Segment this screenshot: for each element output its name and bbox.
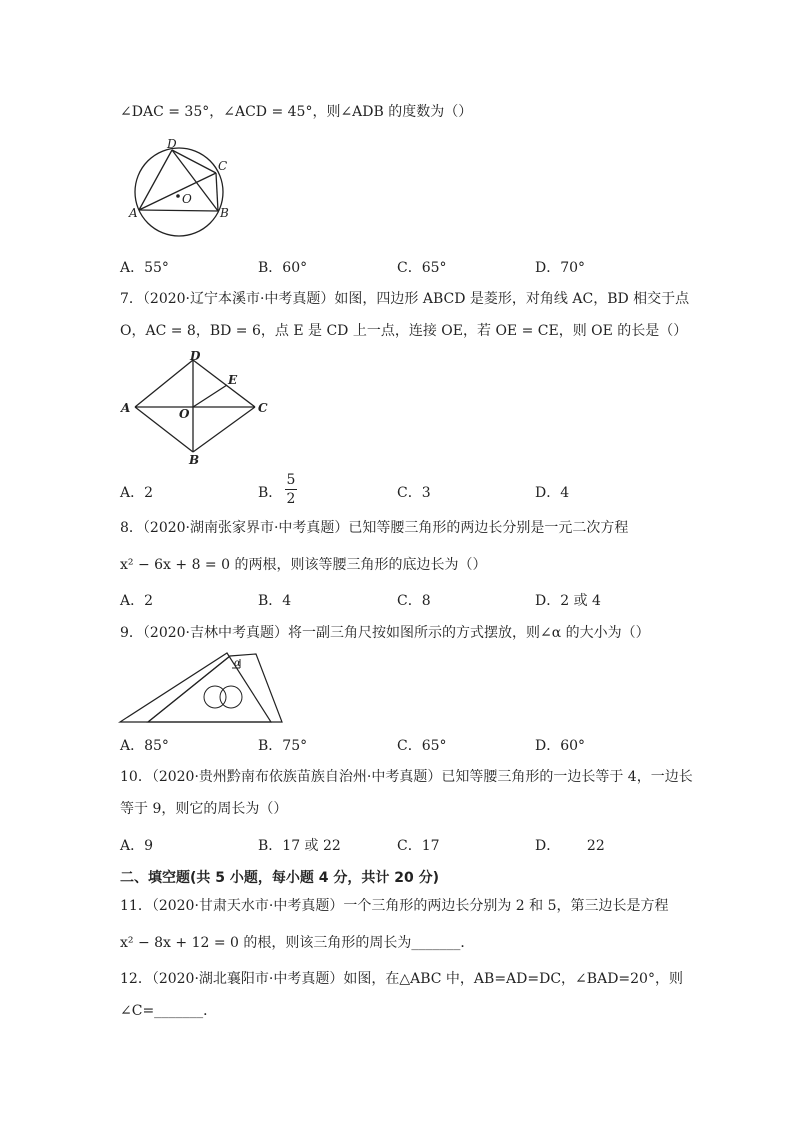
- q7-option-c[interactable]: C．3: [397, 485, 431, 501]
- q11-line2: x² − 8x + 12 = 0 的根，则该三角形的周长为_______．: [120, 935, 475, 951]
- q10-line1: 10．（2020·贵州黔南布依族苗族自治州·中考真题）已知等腰三角形的一边长等于 4，一边长: [120, 769, 693, 785]
- q7-option-a[interactable]: A．2: [120, 485, 154, 501]
- q7-frac-numerator: 5: [286, 472, 296, 488]
- q8-option-a[interactable]: A．2: [120, 593, 154, 609]
- q9-set-squares-figure: [118, 650, 286, 726]
- q6-label-o: O: [182, 192, 192, 206]
- q12-line1: 12．（2020·湖北襄阳市·中考真题）如图，在△ABC 中，AB=AD=DC，∠BAD=20°，则: [120, 971, 683, 987]
- q9-option-d[interactable]: D．60°: [535, 738, 586, 754]
- q7-option-b-fraction: [284, 472, 298, 507]
- q8-option-c[interactable]: C．8: [397, 593, 431, 609]
- q8-option-b[interactable]: B．4: [258, 593, 292, 609]
- q7-option-b[interactable]: B．: [258, 485, 283, 501]
- q7-option-d[interactable]: D．4: [535, 485, 570, 501]
- q7-rhombus-figure: [115, 348, 275, 466]
- q6-circle-figure: [120, 135, 240, 245]
- q10-option-d[interactable]: D． 22: [535, 838, 605, 854]
- q7-label-d: D: [190, 349, 201, 363]
- q7-frac-bar: [285, 489, 297, 490]
- q6-label-a: A: [129, 206, 138, 220]
- q7-label-a: A: [121, 401, 131, 415]
- q10-option-c[interactable]: C．17: [397, 838, 440, 854]
- q9-option-c[interactable]: C．65°: [397, 738, 447, 754]
- q7-line1: 7．（2020·辽宁本溪市·中考真题）如图，四边形 ABCD 是菱形，对角线 AC，BD 相交于点: [120, 291, 690, 307]
- q10-line2: 等于 9，则它的周长为（）: [120, 801, 288, 817]
- q6-stem: ∠DAC = 35°，∠ACD = 45°，则∠ADB 的度数为（）: [120, 104, 473, 120]
- q7-label-c: C: [258, 401, 268, 415]
- q6-option-c[interactable]: C．65°: [397, 260, 447, 276]
- q6-option-b[interactable]: B．60°: [258, 260, 308, 276]
- q11-line1: 11．（2020·甘肃天水市·中考真题）一个三角形的两边长分别为 2 和 5，第三边长是方程: [120, 898, 669, 914]
- q7-frac-denominator: 2: [286, 491, 296, 507]
- q7-label-o: O: [179, 407, 190, 421]
- section-fill-in-title: 二、填空题(共 5 小题，每小题 4 分，共计 20 分): [120, 870, 440, 886]
- q8-option-d[interactable]: D．2 或 4: [535, 593, 601, 609]
- q6-label-c: C: [218, 159, 228, 173]
- q9-option-b[interactable]: B．75°: [258, 738, 308, 754]
- q6-option-a[interactable]: A．55°: [120, 260, 169, 276]
- q6-option-d[interactable]: D．70°: [535, 260, 586, 276]
- q9-label-alpha: α: [234, 658, 241, 669]
- q8-line1: 8．（2020·湖南张家界市·中考真题）已知等腰三角形的两边长分别是一元二次方程: [120, 520, 629, 536]
- q7-label-e: E: [228, 373, 238, 387]
- q6-label-b: B: [220, 206, 229, 220]
- q9-option-a[interactable]: A．85°: [120, 738, 169, 754]
- q9-line1: 9．（2020·吉林中考真题）将一副三角尺按如图所示的方式摆放，则∠α 的大小为（）: [120, 625, 650, 641]
- q7-label-b: B: [189, 453, 200, 466]
- q7-line2: O，AC = 8，BD = 6，点 E 是 CD 上一点，连接 OE，若 OE = CE，则 OE 的长是（）: [120, 323, 688, 339]
- q8-line2: x² − 6x + 8 = 0 的两根，则该等腰三角形的底边长为（）: [120, 557, 487, 573]
- q10-option-a[interactable]: A．9: [120, 838, 154, 854]
- q10-option-b[interactable]: B．17 或 22: [258, 838, 341, 854]
- q6-label-d: D: [167, 137, 177, 151]
- q12-line2: ∠C=_______．: [120, 1003, 218, 1019]
